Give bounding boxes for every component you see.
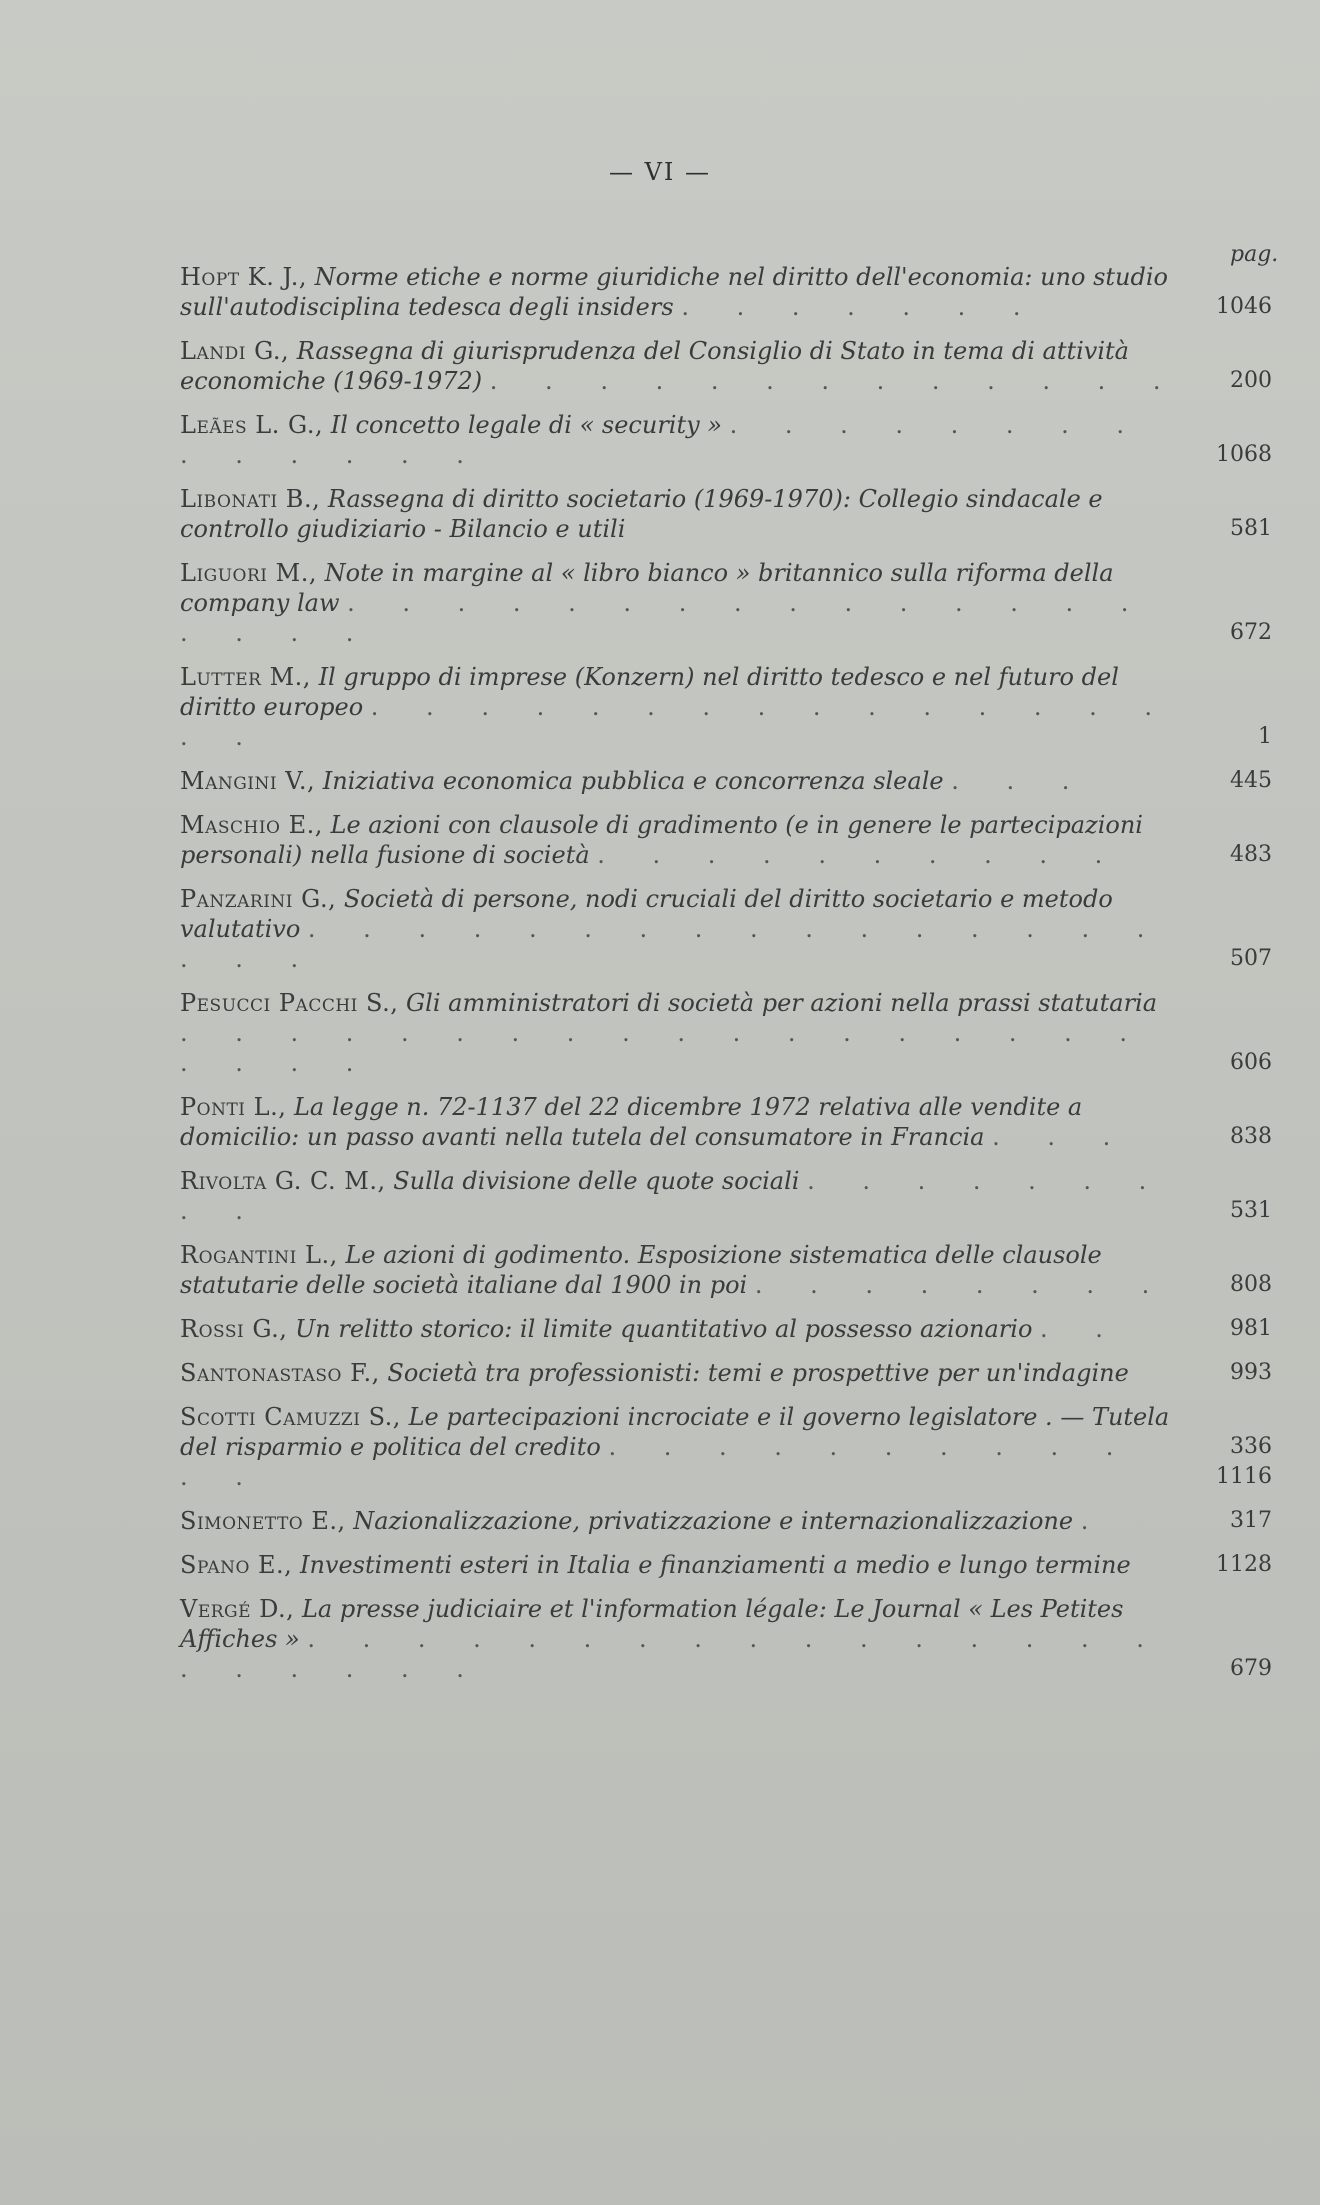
- entry-author: Rossi G.,: [180, 1315, 288, 1343]
- toc-entry: [180, 810, 1272, 870]
- entry-author: Maschio E.,: [180, 811, 323, 839]
- entry-page: 1128: [1216, 1552, 1272, 1577]
- toc-entry: [180, 1314, 1272, 1344]
- entry-title: Società tra professionisti: temi e prospettive per un'indagine: [387, 1359, 1129, 1387]
- toc-entry: [180, 410, 1272, 470]
- toc-entry: [180, 484, 1272, 544]
- table-of-contents: [180, 262, 1272, 1698]
- entry-page: 606: [1230, 1050, 1272, 1075]
- leader-dots: . . . . . . . . . . . . . . . . . . . . . .: [180, 1625, 1164, 1683]
- entry-title: Norme etiche e norme giuridiche nel diritto dell'economia: uno studio sull'autodisciplina tedesca degli insiders: [180, 263, 1168, 321]
- entry-title: Rassegna di diritto societario (1969-1970): Collegio sindacale e controllo giudiziario - Bilancio e utili: [180, 485, 1103, 543]
- entry-author: Rivolta G. C. M.,: [180, 1167, 386, 1195]
- toc-entry: [180, 1240, 1272, 1300]
- entry-page: 993: [1230, 1360, 1272, 1385]
- entry-author: Santonastaso F.,: [180, 1359, 380, 1387]
- entry-author: Simonetto E.,: [180, 1507, 346, 1535]
- toc-entry: [180, 766, 1272, 796]
- entry-author: Leães L. G.,: [180, 411, 324, 439]
- toc-entry: [180, 1550, 1272, 1580]
- entry-title: Il concetto legale di « security »: [330, 411, 722, 439]
- entry-page: 507: [1230, 946, 1272, 971]
- leader-dots: . . . . . . . . . . . .: [180, 1433, 1134, 1491]
- entry-title: Le azioni con clausole di gradimento (e in genere le partecipazioni personali) nella fusione di società: [180, 811, 1143, 869]
- toc-entry: [180, 1506, 1272, 1536]
- entry-title: Note in margine al « libro bianco » britannico sulla riforma della company law: [180, 559, 1114, 617]
- entry-page-secondary: 1116: [1216, 1464, 1272, 1489]
- entry-title: Investimenti esteri in Italia e finanziamenti a medio e lungo termine: [299, 1551, 1131, 1579]
- leader-dots: . . . . . . . . . . . . . . . . . . . . . .: [180, 1019, 1148, 1077]
- entry-title: Iniziativa economica pubblica e concorrenza sleale: [322, 767, 944, 795]
- leader-dots: . . . . . . . . . . . . . . . . .: [180, 693, 1173, 751]
- entry-author: Spano E.,: [180, 1551, 293, 1579]
- toc-entry: [180, 1594, 1272, 1684]
- entry-page: 838: [1230, 1124, 1272, 1149]
- leader-dots: . . . . . . . . . . . . . . . . . . .: [180, 589, 1149, 647]
- entry-page: 336: [1230, 1434, 1272, 1459]
- entry-page: 1068: [1216, 442, 1272, 467]
- entry-title: Le partecipazioni incrociate e il governo legislatore . — Tutela del risparmio e politica del credito: [180, 1403, 1170, 1461]
- toc-entry: [180, 1402, 1272, 1492]
- entry-page: 679: [1230, 1656, 1272, 1681]
- entry-author: Hopt K. J.,: [180, 263, 307, 291]
- leader-dots: .: [1080, 1507, 1109, 1535]
- entry-page: 317: [1230, 1508, 1272, 1533]
- entry-author: Panzarini G.,: [180, 885, 337, 913]
- leader-dots: . . . . . . . . . . . . . . . . . . .: [180, 915, 1165, 973]
- entry-page: 483: [1230, 842, 1272, 867]
- entry-title: Rassegna di giurisprudenza del Consiglio di Stato in tema di attività economiche (1969-1972): [180, 337, 1129, 395]
- entry-author: Libonati B.,: [180, 485, 321, 513]
- toc-entry: [180, 1092, 1272, 1152]
- entry-page: 808: [1230, 1272, 1272, 1297]
- leader-dots: . .: [1040, 1315, 1123, 1343]
- leader-dots: . . . . . . . . .: [180, 1167, 1167, 1225]
- entry-author: Vergé D.,: [180, 1595, 295, 1623]
- leader-dots: . . .: [992, 1123, 1131, 1151]
- toc-entry: [180, 988, 1272, 1078]
- entry-page: 1: [1258, 724, 1272, 749]
- entry-page: 672: [1230, 620, 1272, 645]
- toc-entry: [180, 336, 1272, 396]
- entry-author: Rogantini L.,: [180, 1241, 338, 1269]
- entry-page: 445: [1230, 768, 1272, 793]
- entry-title: Gli amministratori di società per azioni nella prassi statutaria: [405, 989, 1158, 1017]
- leader-dots: . . . . . . . . . . . . . .: [180, 411, 1145, 469]
- entry-page: 981: [1230, 1316, 1272, 1341]
- entry-page: 200: [1230, 368, 1272, 393]
- entry-page: 531: [1230, 1198, 1272, 1223]
- page-number: — VI —: [608, 158, 712, 186]
- toc-entry: [180, 662, 1272, 752]
- toc-entry: [180, 262, 1272, 322]
- entry-author: Liguori M.,: [180, 559, 317, 587]
- leader-dots: . . . . . . . . . .: [597, 841, 1123, 869]
- toc-entry: [180, 558, 1272, 648]
- entry-title: Le azioni di godimento. Esposizione sistematica delle clausole statutarie delle società italiane dal 1900 in poi: [180, 1241, 1102, 1299]
- entry-title: Nazionalizzazione, privatizzazione e internazionalizzazione: [353, 1507, 1074, 1535]
- page-column-label: pag.: [1230, 242, 1279, 267]
- toc-entry: [180, 1358, 1272, 1388]
- leader-dots: . . . . . . .: [681, 293, 1041, 321]
- entry-author: Ponti L.,: [180, 1093, 287, 1121]
- toc-entry: [180, 884, 1272, 974]
- entry-author: Scotti Camuzzi S.,: [180, 1403, 401, 1431]
- entry-page: 1046: [1216, 294, 1272, 319]
- entry-title: La legge n. 72-1137 del 22 dicembre 1972 relativa alle vendite a domicilio: un passo avanti nella tutela del consumatore in Francia: [180, 1093, 1083, 1151]
- leader-dots: . . . . . . . . . . . . .: [489, 367, 1181, 395]
- entry-title: Società di persone, nodi cruciali del diritto societario e metodo valutativo: [180, 885, 1113, 943]
- toc-entry: [180, 1166, 1272, 1226]
- leader-dots: . . .: [951, 767, 1090, 795]
- entry-page: 581: [1230, 516, 1272, 541]
- leader-dots: . . . . . . . .: [754, 1271, 1170, 1299]
- entry-author: Pesucci Pacchi S.,: [180, 989, 399, 1017]
- entry-title: Sulla divisione delle quote sociali: [393, 1167, 800, 1195]
- entry-author: Lutter M.,: [180, 663, 311, 691]
- entry-title: Un relitto storico: il limite quantitativo al possesso azionario: [295, 1315, 1033, 1343]
- entry-author: Mangini V.,: [180, 767, 316, 795]
- entry-title: Il gruppo di imprese (Konzern) nel diritto tedesco e nel futuro del diritto europeo: [180, 663, 1119, 721]
- entry-title: La presse judiciaire et l'information légale: Le Journal « Les Petites Affiches »: [180, 1595, 1124, 1653]
- entry-author: Landi G.,: [180, 337, 290, 365]
